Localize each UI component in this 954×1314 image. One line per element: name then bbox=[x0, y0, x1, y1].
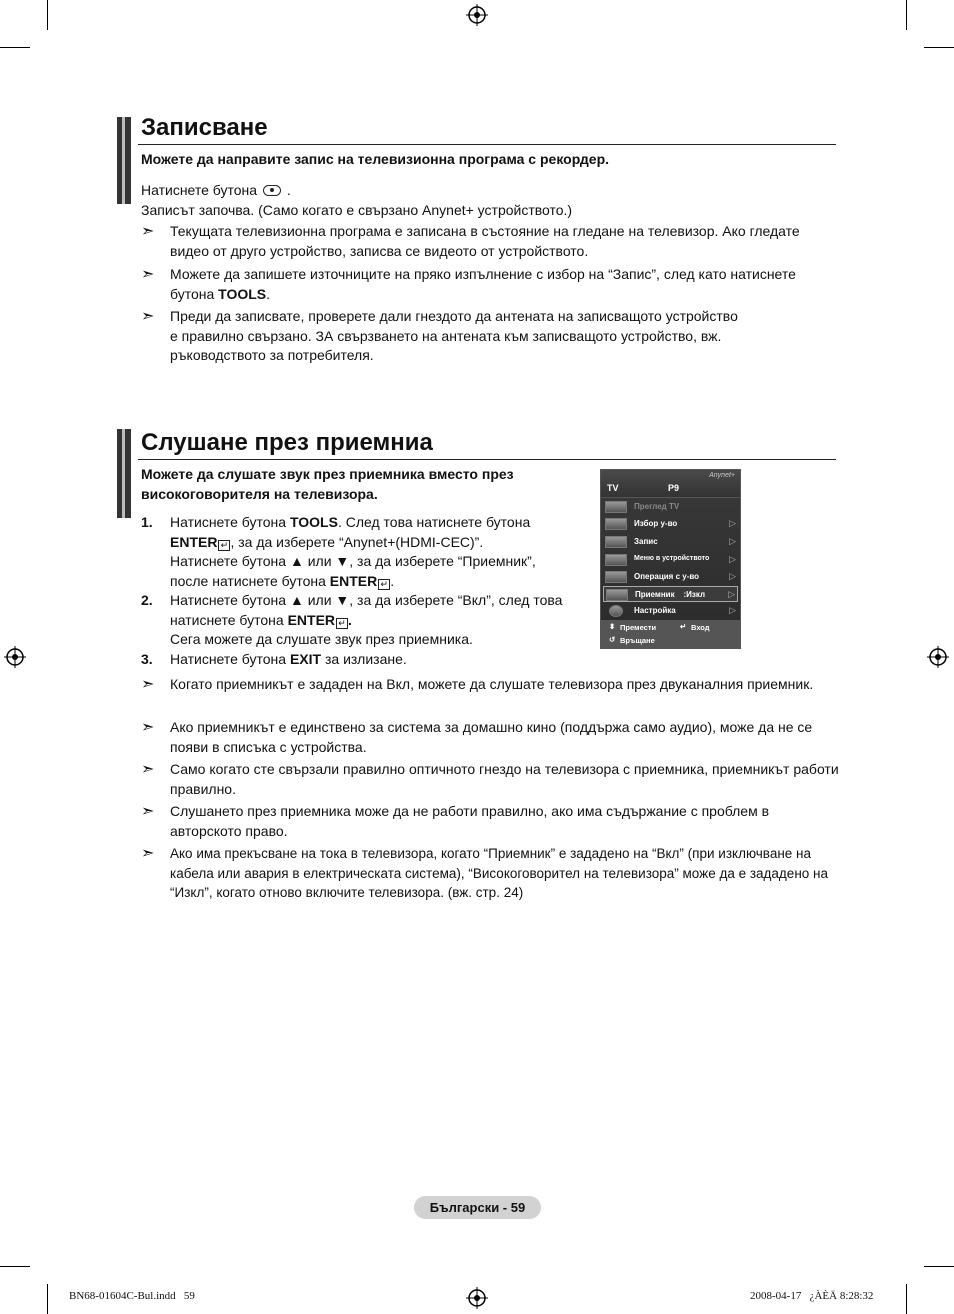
osd-header bbox=[601, 470, 740, 498]
note-item bbox=[141, 307, 841, 366]
crop-mark bbox=[0, 1266, 30, 1267]
setup-icon bbox=[609, 605, 623, 617]
step-text: Натиснете бутона EXIT за излизане. bbox=[170, 651, 407, 667]
osd-item-device-select bbox=[603, 516, 738, 532]
note-arrow-icon: ➣ bbox=[141, 845, 155, 862]
note-arrow-icon: ➣ bbox=[141, 266, 155, 283]
page-number-badge: Български - 59 bbox=[414, 1196, 541, 1219]
note-arrow-icon: ➣ bbox=[141, 308, 155, 325]
osd-footer-return: Връщане bbox=[620, 636, 655, 645]
osd-item-label: Меню в устройството bbox=[634, 555, 710, 562]
chevron-right-icon: ▷ bbox=[729, 605, 736, 615]
section-intro: Можете да слушате звук през приемника вместо през високоговорителя на телевизора. bbox=[141, 466, 514, 502]
osd-item-label: Преглед TV bbox=[634, 502, 680, 511]
crop-mark bbox=[47, 1284, 48, 1314]
crop-mark bbox=[924, 1266, 954, 1267]
note-arrow-icon: ➣ bbox=[141, 761, 155, 778]
note-text: Преди да записвате, проверете дали гнездото да антената на записващото устройство е правилно свързано. ЗА свързването на антената към записващото устройство, вж. ръководството за потребителя. bbox=[170, 308, 738, 363]
crop-mark bbox=[0, 47, 30, 48]
osd-item-receiver bbox=[603, 586, 738, 602]
instruction-line bbox=[141, 181, 291, 201]
device-select-icon bbox=[605, 518, 627, 530]
registration-mark-icon bbox=[466, 1287, 488, 1309]
instruction-text: Натиснете бутона bbox=[141, 182, 258, 198]
enter-icon: ↵ bbox=[336, 618, 348, 629]
note-text: Ако приемникът е единствено за система за домашно кино (поддържа само аудио), може да не се появи в списъка с устройства. bbox=[170, 719, 813, 755]
note-text: Само когато сте свързали правилно оптичното гнездо на телевизора с приемника, приемникът работи правилно. bbox=[170, 761, 839, 797]
osd-item-label: Приемник :Изкл bbox=[635, 590, 706, 599]
return-icon: ↺ bbox=[609, 635, 616, 644]
note-item bbox=[141, 675, 841, 695]
note-item bbox=[141, 265, 841, 304]
instruction-period: . bbox=[286, 182, 291, 198]
enter-icon: ↵ bbox=[218, 540, 230, 551]
step-item bbox=[141, 591, 591, 650]
section-rule bbox=[138, 459, 836, 460]
step-number: 2. bbox=[141, 592, 153, 608]
osd-footer-enter: Вход bbox=[691, 623, 710, 632]
section-bar bbox=[117, 429, 131, 518]
crop-mark bbox=[924, 47, 954, 48]
step-text: Натиснете бутона ▲ или ▼, за да изберете “Вкл”, след това натиснете бутона ENTER ↵ . Сега можете да слушате звук през приемника. bbox=[170, 592, 563, 647]
step-number: 1. bbox=[141, 514, 153, 530]
osd-item-label: Запис bbox=[634, 537, 658, 546]
note-text: Можете да запишете източниците на пряко изпълнение с избор на “Запис”, след като натиснете бутона TOOLS. bbox=[170, 266, 796, 302]
tv-icon bbox=[605, 501, 627, 513]
print-footer-date: 2008-04-17 ¿ÀÈÄ 8:28:32 bbox=[750, 1290, 874, 1302]
osd-item-device-menu bbox=[603, 552, 738, 568]
section-title-recording: Записване bbox=[141, 114, 268, 141]
anynet-logo: Anynet+ bbox=[709, 472, 735, 479]
tv-osd-menu bbox=[600, 469, 741, 649]
step-text: Натиснете бутона TOOLS. След това натиснете бутона ENTER ↵ , за да изберете “Anynet+(HDMI-CEC)”. Натиснете бутона ▲ или ▼, за да изберете “Приемник”, после натиснете бутона ENTER ↵ . bbox=[170, 514, 536, 589]
chevron-right-icon: ▷ bbox=[729, 554, 736, 564]
crop-mark bbox=[906, 1284, 907, 1314]
osd-item-label: Операция с у-во bbox=[634, 572, 700, 581]
note-arrow-icon: ➣ bbox=[141, 803, 155, 820]
osd-channel: P9 bbox=[668, 483, 680, 493]
note-item bbox=[141, 718, 841, 757]
record-icon bbox=[605, 536, 627, 548]
device-menu-icon bbox=[605, 554, 627, 566]
osd-item-record bbox=[603, 534, 738, 550]
note-item bbox=[141, 844, 841, 903]
move-arrows-icon: ⬍ bbox=[609, 622, 616, 631]
note-text: Слушането през приемника може да не работи правилно, ако има съдържание с проблем в авторското право. bbox=[170, 803, 770, 839]
record-button-icon bbox=[263, 185, 281, 196]
note-arrow-icon: ➣ bbox=[141, 223, 155, 240]
osd-footer-move: Премести bbox=[620, 623, 657, 632]
note-arrow-icon: ➣ bbox=[141, 676, 155, 693]
osd-item-setup bbox=[603, 603, 738, 619]
step-item bbox=[141, 513, 591, 591]
osd-item-device-operation bbox=[603, 569, 738, 585]
note-text: Когато приемникът е зададен на Вкл, можете да слушате телевизора през двуканалния приемник. bbox=[170, 676, 814, 692]
step-item bbox=[141, 650, 591, 670]
note-arrow-icon: ➣ bbox=[141, 719, 155, 736]
section-rule bbox=[138, 144, 836, 145]
step-number: 3. bbox=[141, 651, 153, 667]
crop-mark bbox=[906, 0, 907, 30]
note-item bbox=[141, 760, 841, 799]
osd-item-label: Избор у-во bbox=[634, 519, 678, 528]
chevron-right-icon: ▷ bbox=[729, 536, 736, 546]
chevron-right-icon: ▷ bbox=[729, 571, 736, 581]
enter-icon: ↵ bbox=[680, 622, 687, 631]
crop-mark bbox=[47, 0, 48, 30]
section-bar bbox=[117, 117, 131, 204]
note-text: Текущата телевизионна програма е записана в състояние на гледане на телевизор. Ако гледате видео от друго устройство, записва се видеото от устройството. bbox=[170, 223, 800, 259]
device-operation-icon bbox=[605, 571, 627, 583]
enter-icon: ↵ bbox=[378, 579, 390, 590]
receiver-icon bbox=[606, 589, 628, 601]
osd-footer bbox=[601, 620, 740, 649]
section-intro: Можете да направите запис на телевизионна програма с рекордер. bbox=[141, 151, 610, 167]
osd-item-view-tv bbox=[603, 499, 738, 515]
note-item bbox=[141, 222, 841, 261]
chevron-right-icon: ▷ bbox=[728, 589, 735, 599]
registration-mark-icon bbox=[927, 646, 949, 668]
osd-item-label: Настройка bbox=[634, 606, 676, 615]
instruction-line: Записът започва. (Само когато е свързано Anynet+ устройството.) bbox=[141, 202, 573, 218]
print-footer-file: BN68-01604C-Bul.indd 59 bbox=[69, 1290, 195, 1302]
osd-source: TV bbox=[607, 483, 619, 493]
note-item bbox=[141, 802, 841, 841]
chevron-right-icon: ▷ bbox=[729, 518, 736, 528]
registration-mark-icon bbox=[466, 4, 488, 26]
registration-mark-icon bbox=[4, 646, 26, 668]
section-title-receiver: Слушане през приемниа bbox=[141, 429, 433, 456]
note-text: Ако има прекъсване на тока в телевизора, когато “Приемник” е зададено на “Вкл” (при изключване на кабела или авария в електрическата система), “Високоговорител на телевизора” може да е зададено на “Изкл”, когато отново включите телевизора. (вж. стр. 24) bbox=[170, 846, 828, 900]
